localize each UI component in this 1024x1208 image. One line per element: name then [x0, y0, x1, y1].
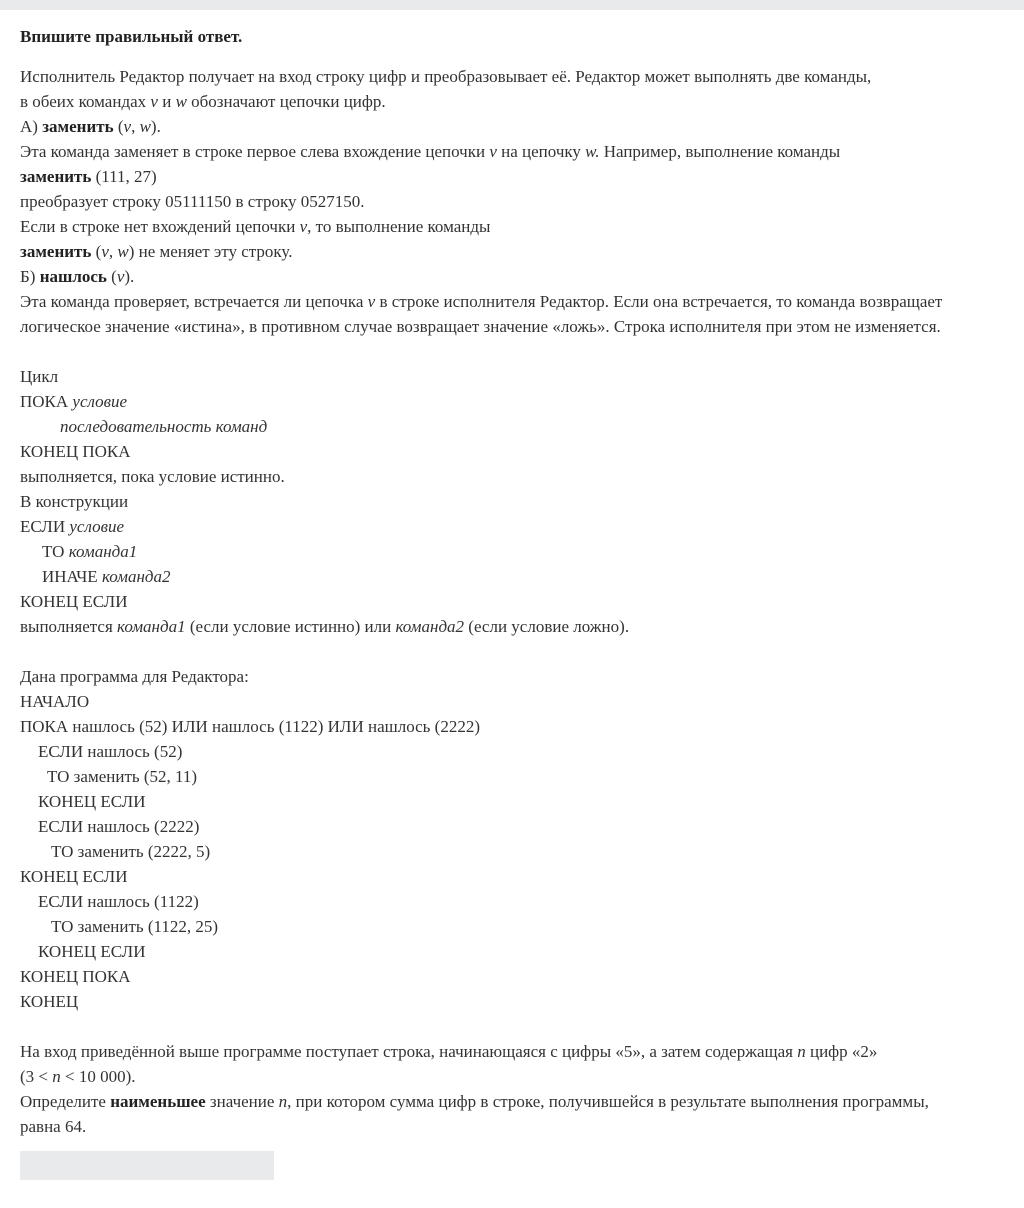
program-line: НАЧАЛО: [20, 692, 90, 711]
program-line: ТО заменить (1122, 25): [51, 917, 219, 936]
command-a-example: заменить (111, 27): [20, 167, 157, 186]
top-bar: [0, 0, 1024, 10]
question-line-1: На вход приведённой выше программе поступает строка, начинающаяся с цифры «5», а затем содержащая n цифр «2»: [20, 1042, 878, 1061]
command-a-title: А) заменить (v, w).: [20, 117, 161, 136]
question-line-4: равна 64.: [20, 1117, 87, 1136]
spacer: [20, 339, 1010, 364]
branch-then: ТО команда1: [42, 542, 138, 561]
program-line: ЕСЛИ нашлось (2222): [38, 817, 200, 836]
command-a-example-result: преобразует строку 05111150 в строку 0527150.: [20, 192, 365, 211]
spacer: [20, 1014, 1010, 1039]
program-line: ЕСЛИ нашлось (1122): [38, 892, 199, 911]
task-heading: Впишите правильный ответ.: [20, 27, 243, 46]
program-line: ТО заменить (2222, 5): [51, 842, 211, 861]
command-a-description: Эта команда заменяет в строке первое слева вхождение цепочки v на цепочку w. Например, выполнение команды: [20, 142, 841, 161]
branch-note: выполняется команда1 (если условие истинно) или команда2 (если условие ложно).: [20, 617, 630, 636]
program-line: ТО заменить (52, 11): [47, 767, 198, 786]
program-line: КОНЕЦ ЕСЛИ: [20, 867, 128, 886]
branch-if: ЕСЛИ условие: [20, 517, 124, 536]
answer-input[interactable]: [20, 1151, 274, 1180]
loop-title: Цикл: [20, 367, 59, 386]
command-b-description-1: Эта команда проверяет, встречается ли цепочка v в строке исполнителя Редактор. Если она встречается, то команда возвращает: [20, 292, 943, 311]
program-title: Дана программа для Редактора:: [20, 667, 249, 686]
branch-else: ИНАЧЕ команда2: [42, 567, 171, 586]
intro-line-1: Исполнитель Редактор получает на вход строку цифр и преобразовывает её. Редактор может выполнять две команды,: [20, 67, 872, 86]
command-a-no-match: Если в строке нет вхождений цепочки v, то выполнение команды: [20, 217, 491, 236]
program-line: КОНЕЦ ЕСЛИ: [38, 942, 146, 961]
loop-note: выполняется, пока условие истинно.: [20, 467, 285, 486]
branch-end: КОНЕЦ ЕСЛИ: [20, 592, 128, 611]
branch-title: В конструкции: [20, 492, 129, 511]
program-line: ПОКА нашлось (52) ИЛИ нашлось (1122) ИЛИ нашлось (2222): [20, 717, 480, 736]
question-line-3: Определите наименьшее значение n, при котором сумма цифр в строке, получившейся в результате выполнения программы,: [20, 1092, 929, 1111]
program-line: ЕСЛИ нашлось (52): [38, 742, 183, 761]
program-line: КОНЕЦ: [20, 992, 79, 1011]
spacer: [20, 639, 1010, 664]
intro-line-2: в обеих командах v и w обозначают цепочки цифр.: [20, 92, 386, 111]
task-content: [20, 24, 1010, 1139]
question-line-2: (3 < n < 10 000).: [20, 1067, 136, 1086]
command-b-description-2: логическое значение «истина», в противном случае возвращает значение «ложь». Строка исполнителя при этом не изменяется.: [20, 317, 941, 336]
command-b-title: Б) нашлось (v).: [20, 267, 135, 286]
loop-end: КОНЕЦ ПОКА: [20, 442, 131, 461]
loop-body: последовательность команд: [60, 417, 268, 436]
program-line: КОНЕЦ ЕСЛИ: [38, 792, 146, 811]
command-a-no-change: заменить (v, w) не меняет эту строку.: [20, 242, 293, 261]
loop-while: ПОКА условие: [20, 392, 128, 411]
program-line: КОНЕЦ ПОКА: [20, 967, 131, 986]
